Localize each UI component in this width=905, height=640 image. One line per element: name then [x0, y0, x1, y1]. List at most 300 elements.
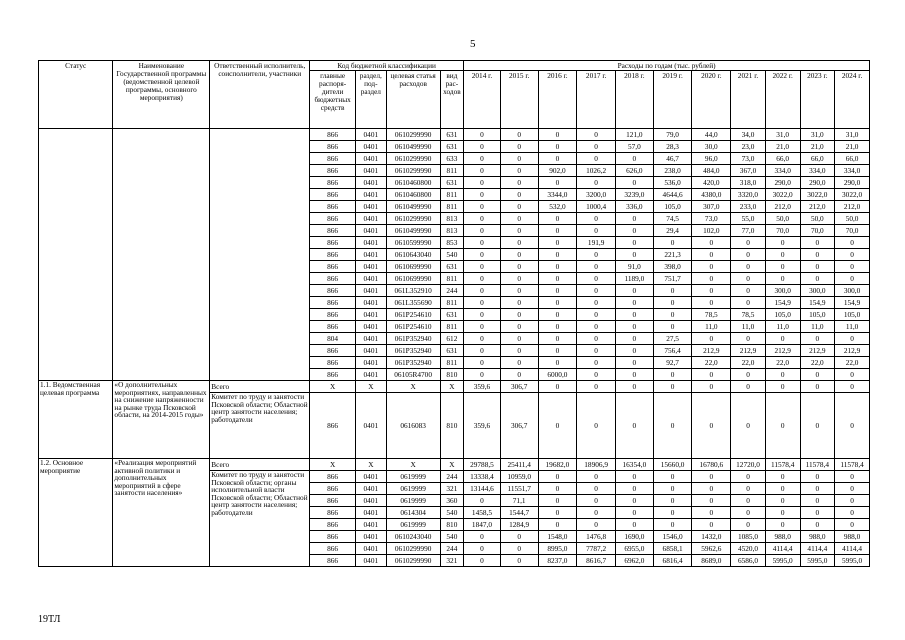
table-cell: 0 — [616, 507, 654, 519]
table-cell: 31,0 — [835, 129, 870, 141]
table-cell: 540 — [440, 507, 463, 519]
table-cell: 0 — [616, 321, 654, 333]
table-cell: 0 — [765, 393, 800, 459]
table-cell: 0 — [731, 237, 766, 249]
table-cell: 0401 — [356, 333, 387, 345]
table-cell: 6962,0 — [616, 555, 654, 567]
table-cell: 0 — [731, 333, 766, 345]
table-cell: 612 — [440, 333, 463, 345]
section-1-2-status: 1.2. Основное мероприятие — [39, 459, 113, 567]
header-code-col: целевая статья расходов — [386, 71, 440, 129]
table-cell: X — [356, 381, 387, 393]
table-cell: 22,0 — [692, 357, 731, 369]
table-cell: 0 — [835, 249, 870, 261]
table-cell: 0 — [765, 483, 800, 495]
table-cell: 334,0 — [765, 165, 800, 177]
table-cell: 811 — [440, 321, 463, 333]
table-cell: 0 — [577, 507, 616, 519]
table-cell: 0 — [835, 261, 870, 273]
table-cell: 66,0 — [835, 153, 870, 165]
table-cell: 21,0 — [765, 141, 800, 153]
table-cell: 0 — [765, 249, 800, 261]
table-cell: 300,0 — [800, 285, 835, 297]
page-number: 5 — [470, 38, 476, 50]
table-cell: X — [440, 459, 463, 471]
table-cell: 0 — [538, 495, 577, 507]
table-cell: 0610643040 — [386, 249, 440, 261]
table-cell: 1546,0 — [653, 531, 692, 543]
table-cell: 0 — [538, 333, 577, 345]
table-cell: 061L355690 — [386, 297, 440, 309]
table-cell: 0401 — [356, 249, 387, 261]
table-cell: 866 — [310, 189, 356, 201]
table-cell: 0 — [765, 495, 800, 507]
table-cell: X — [310, 459, 356, 471]
table-cell: 0 — [464, 177, 501, 189]
table-cell: 0 — [765, 237, 800, 249]
table-cell: 0 — [653, 285, 692, 297]
table-cell: 0 — [800, 495, 835, 507]
table-cell: 1690,0 — [616, 531, 654, 543]
table-cell: 0 — [538, 483, 577, 495]
table-cell: 0 — [538, 249, 577, 261]
table-cell: 0 — [538, 297, 577, 309]
header-code-col: главные распоря-дители бюджетных средств — [310, 71, 356, 129]
table-cell: 11,0 — [800, 321, 835, 333]
table-cell: 244 — [440, 285, 463, 297]
table-cell: 367,0 — [731, 165, 766, 177]
table-cell: 536,0 — [653, 177, 692, 189]
table-cell: 540 — [440, 249, 463, 261]
table-cell: 0 — [577, 357, 616, 369]
table-cell: 866 — [310, 285, 356, 297]
table-cell: 0 — [464, 213, 501, 225]
table-cell: 0 — [653, 507, 692, 519]
table-cell: 11578,4 — [835, 459, 870, 471]
table-cell: 96,0 — [692, 153, 731, 165]
table-cell: 306,7 — [500, 393, 538, 459]
table-cell: 300,0 — [765, 285, 800, 297]
table-cell: 0 — [538, 471, 577, 483]
table-cell: 359,6 — [464, 393, 501, 459]
table-cell: 57,0 — [616, 141, 654, 153]
table-cell: 866 — [310, 249, 356, 261]
table-cell: 0 — [800, 381, 835, 393]
table-cell: 0 — [692, 369, 731, 381]
table-cell: 0 — [765, 273, 800, 285]
table-cell: 212,9 — [765, 345, 800, 357]
table-cell: 0 — [577, 297, 616, 309]
table-cell: 0401 — [356, 285, 387, 297]
table-cell: 631 — [440, 309, 463, 321]
table-cell: 0 — [616, 333, 654, 345]
table-cell: 0401 — [356, 165, 387, 177]
table-cell: 0610299990 — [386, 543, 440, 555]
table-cell: 70,0 — [765, 225, 800, 237]
table-cell: 0 — [731, 381, 766, 393]
table-cell: 0 — [692, 261, 731, 273]
table-cell: 0 — [800, 507, 835, 519]
table-cell: 336,0 — [616, 201, 654, 213]
table-cell: 0 — [800, 393, 835, 459]
table-cell: 0 — [692, 519, 731, 531]
table-cell: 0 — [538, 273, 577, 285]
table-cell: 0 — [653, 471, 692, 483]
table-cell: 1284,9 — [500, 519, 538, 531]
table-cell: 3022,0 — [835, 189, 870, 201]
table-cell: 0610299990 — [386, 555, 440, 567]
header-status: Статус — [39, 61, 113, 129]
table-cell: 626,0 — [616, 165, 654, 177]
table-cell: 0 — [616, 153, 654, 165]
table-cell: 0 — [835, 495, 870, 507]
table-cell: 50,0 — [765, 213, 800, 225]
header-year: 2019 г. — [653, 71, 692, 129]
section-1-1-row — [39, 381, 870, 393]
header-responsible: Ответственный исполнитель, соисполнители, участники — [210, 61, 310, 129]
table-body — [39, 129, 870, 567]
table-cell: 28,3 — [653, 141, 692, 153]
table-cell: 811 — [440, 273, 463, 285]
table-cell: 0 — [464, 369, 501, 381]
table-cell: 0 — [577, 345, 616, 357]
table-cell: 0 — [538, 345, 577, 357]
table-cell: 0 — [464, 495, 501, 507]
table-cell: 92,7 — [653, 357, 692, 369]
table-cell: 307,0 — [692, 201, 731, 213]
table-cell: 50,0 — [800, 213, 835, 225]
table-cell: 0 — [692, 237, 731, 249]
table-header — [39, 61, 870, 129]
table-cell: 1476,8 — [577, 531, 616, 543]
table-cell: 0 — [538, 213, 577, 225]
table-cell: 061L352910 — [386, 285, 440, 297]
table-cell: 0 — [500, 261, 538, 273]
table-cell: 866 — [310, 309, 356, 321]
table-cell: 0 — [692, 507, 731, 519]
table-cell: 19682,0 — [538, 459, 577, 471]
table-cell: 0 — [653, 381, 692, 393]
table-cell: 988,0 — [765, 531, 800, 543]
table-cell: 44,0 — [692, 129, 731, 141]
table-cell: 8995,0 — [538, 543, 577, 555]
table-cell: 756,4 — [653, 345, 692, 357]
table-cell: 244 — [440, 543, 463, 555]
table-cell: 0610460800 — [386, 189, 440, 201]
table-cell: 0 — [577, 249, 616, 261]
table-cell: 212,0 — [765, 201, 800, 213]
table-cell: 22,0 — [800, 357, 835, 369]
table-cell: X — [440, 381, 463, 393]
table-cell: 0 — [500, 201, 538, 213]
table-cell: 46,7 — [653, 153, 692, 165]
table-cell: 154,9 — [835, 297, 870, 309]
table-cell: 0 — [616, 357, 654, 369]
table-cell: 0 — [500, 543, 538, 555]
table-cell: 71,1 — [500, 495, 538, 507]
table-cell: 631 — [440, 141, 463, 153]
table-cell: 866 — [310, 369, 356, 381]
table-cell: 0 — [616, 177, 654, 189]
section-1-1-name: «О дополнительных мероприятиях, направленных на снижение напряженности на рынке труда Псковской области, на 2014-2015 годы» — [113, 381, 210, 459]
table-cell: 866 — [310, 495, 356, 507]
table-cell: 5995,0 — [835, 555, 870, 567]
table-cell: 0 — [616, 309, 654, 321]
table-cell: 398,0 — [653, 261, 692, 273]
table-cell: 318,0 — [731, 177, 766, 189]
table-cell: 0 — [464, 165, 501, 177]
table-cell: 0 — [464, 333, 501, 345]
header-year: 2023 г. — [800, 71, 835, 129]
table-cell: 0401 — [356, 153, 387, 165]
table-cell: 73,0 — [692, 213, 731, 225]
header-year: 2016 г. — [538, 71, 577, 129]
table-cell: 0401 — [356, 225, 387, 237]
table-cell: 7787,2 — [577, 543, 616, 555]
table-cell: 0 — [692, 495, 731, 507]
table-cell: 866 — [310, 555, 356, 567]
table-cell: 0 — [500, 273, 538, 285]
header-year: 2014 г. — [464, 71, 501, 129]
table-cell: 0610243040 — [386, 531, 440, 543]
table-cell: 0 — [835, 507, 870, 519]
header-code-col: вид рас-ходов — [440, 71, 463, 129]
table-cell: 0 — [800, 237, 835, 249]
table-cell: 212,9 — [800, 345, 835, 357]
table-row — [39, 129, 870, 141]
table-cell: 105,0 — [653, 201, 692, 213]
table-cell: 0 — [653, 519, 692, 531]
table-cell: 866 — [310, 165, 356, 177]
table-cell: 0 — [800, 261, 835, 273]
table-cell: 0401 — [356, 357, 387, 369]
table-cell: 866 — [310, 483, 356, 495]
table-cell: 1544,7 — [500, 507, 538, 519]
table-cell: 0610499990 — [386, 225, 440, 237]
table-cell: 810 — [440, 369, 463, 381]
table-cell: 0 — [765, 261, 800, 273]
table-cell: 0 — [800, 273, 835, 285]
merged-empty-cell — [39, 129, 113, 381]
table-cell: 6955,0 — [616, 543, 654, 555]
table-cell: 321 — [440, 483, 463, 495]
table-cell: 866 — [310, 393, 356, 459]
table-cell: 0401 — [356, 507, 387, 519]
table-cell: 0 — [464, 297, 501, 309]
table-cell: 0 — [500, 321, 538, 333]
table-cell: 0 — [835, 381, 870, 393]
table-cell: 0 — [692, 285, 731, 297]
table-cell: 0 — [731, 273, 766, 285]
table-cell: 0 — [538, 519, 577, 531]
table-cell: 0 — [577, 261, 616, 273]
table-cell: 0619999 — [386, 519, 440, 531]
table-cell: 0 — [692, 381, 731, 393]
table-cell: 631 — [440, 261, 463, 273]
table-cell: 061P352940 — [386, 357, 440, 369]
table-cell: 0 — [538, 357, 577, 369]
table-cell: 212,9 — [731, 345, 766, 357]
table-cell: 1085,0 — [731, 531, 766, 543]
header-year: 2018 г. — [616, 71, 654, 129]
table-cell: 0401 — [356, 495, 387, 507]
table-cell: 0 — [464, 189, 501, 201]
table-cell: 0401 — [356, 273, 387, 285]
table-cell: 0614304 — [386, 507, 440, 519]
table-cell: 0 — [765, 381, 800, 393]
table-cell: 1548,0 — [538, 531, 577, 543]
table-cell: 0 — [692, 297, 731, 309]
table-cell: 866 — [310, 273, 356, 285]
table-cell: 0 — [731, 519, 766, 531]
table-cell: 0 — [616, 381, 654, 393]
table-cell: 0 — [765, 507, 800, 519]
table-cell: 0401 — [356, 369, 387, 381]
table-cell: 212,9 — [692, 345, 731, 357]
table-cell: 11578,4 — [765, 459, 800, 471]
table-cell: 0 — [500, 189, 538, 201]
table-cell: 0 — [500, 333, 538, 345]
table-cell: 6858,1 — [653, 543, 692, 555]
table-cell: 11,0 — [835, 321, 870, 333]
table-cell: 0 — [577, 321, 616, 333]
table-cell: 23,0 — [731, 141, 766, 153]
table-cell: 811 — [440, 189, 463, 201]
table-cell: 0 — [577, 381, 616, 393]
table-cell: 221,3 — [653, 249, 692, 261]
table-cell: 78,5 — [692, 309, 731, 321]
table-cell: 631 — [440, 177, 463, 189]
table-cell: 5995,0 — [765, 555, 800, 567]
table-cell: 0401 — [356, 213, 387, 225]
table-cell: 061P352940 — [386, 345, 440, 357]
table-cell: 70,0 — [800, 225, 835, 237]
table-cell: 0 — [800, 471, 835, 483]
table-cell: 16354,0 — [616, 459, 654, 471]
table-cell: 244 — [440, 471, 463, 483]
table-cell: 79,0 — [653, 129, 692, 141]
header-code-col: раздел, под-раздел — [356, 71, 387, 129]
table-cell: 810 — [440, 393, 463, 459]
table-cell: 121,0 — [616, 129, 654, 141]
table-cell: 061P254610 — [386, 321, 440, 333]
table-cell: 29,4 — [653, 225, 692, 237]
table-cell: 3022,0 — [765, 189, 800, 201]
table-cell: 0 — [731, 483, 766, 495]
table-cell: 0 — [616, 237, 654, 249]
table-cell: 0 — [653, 495, 692, 507]
table-cell: 0 — [577, 285, 616, 297]
table-cell: 0401 — [356, 531, 387, 543]
table-cell: 0 — [692, 483, 731, 495]
table-cell: 4644,6 — [653, 189, 692, 201]
table-cell: 0610299990 — [386, 129, 440, 141]
table-cell: 0 — [538, 309, 577, 321]
table-cell: 0610299990 — [386, 153, 440, 165]
table-cell: 866 — [310, 237, 356, 249]
table-cell: 0 — [731, 249, 766, 261]
table-cell: 0 — [500, 531, 538, 543]
budget-table — [38, 60, 870, 567]
table-cell: 866 — [310, 141, 356, 153]
table-cell: 3344,0 — [538, 189, 577, 201]
table-cell: 334,0 — [835, 165, 870, 177]
table-cell: 34,0 — [731, 129, 766, 141]
table-cell: 0401 — [356, 321, 387, 333]
table-cell: 0 — [835, 333, 870, 345]
table-cell: 0 — [538, 237, 577, 249]
table-cell: 0 — [835, 237, 870, 249]
table-cell: 0 — [500, 249, 538, 261]
header-expenses: Расходы по годам (тыс. рублей) — [464, 61, 870, 71]
table-cell: 1432,0 — [692, 531, 731, 543]
table-cell: 300,0 — [835, 285, 870, 297]
table-cell: 11,0 — [731, 321, 766, 333]
table-cell: 0 — [577, 495, 616, 507]
table-cell: 212,0 — [835, 201, 870, 213]
table-cell: 22,0 — [731, 357, 766, 369]
header-year: 2021 г. — [731, 71, 766, 129]
table-cell: 0 — [765, 519, 800, 531]
table-cell: 0 — [835, 471, 870, 483]
table-cell: 0 — [800, 519, 835, 531]
table-cell: 0 — [577, 213, 616, 225]
table-cell: 0 — [765, 333, 800, 345]
table-cell: 66,0 — [800, 153, 835, 165]
table-cell: 811 — [440, 357, 463, 369]
table-cell: 0 — [731, 369, 766, 381]
table-cell: 290,0 — [835, 177, 870, 189]
table-cell: 3200,0 — [577, 189, 616, 201]
section-1-1-responsible: Комитет по труду и занятости Псковской области; Областной центр занятости населения; работодатели — [210, 393, 310, 459]
table-cell: 0401 — [356, 201, 387, 213]
table-cell: 0 — [692, 471, 731, 483]
table-cell: 0 — [692, 273, 731, 285]
table-cell: 0 — [800, 333, 835, 345]
table-cell: 866 — [310, 213, 356, 225]
table-cell: 0 — [538, 225, 577, 237]
table-cell: 0 — [653, 237, 692, 249]
table-cell: 290,0 — [800, 177, 835, 189]
table-cell: 3320,0 — [731, 189, 766, 201]
table-cell: 0 — [577, 225, 616, 237]
table-cell: 191,9 — [577, 237, 616, 249]
table-cell: 0 — [835, 369, 870, 381]
header-year: 2017 г. — [577, 71, 616, 129]
table-cell: 5995,0 — [800, 555, 835, 567]
table-cell: 11,0 — [765, 321, 800, 333]
table-cell: 0 — [616, 471, 654, 483]
table-cell: 0 — [731, 495, 766, 507]
table-cell: 988,0 — [835, 531, 870, 543]
table-cell: 359,6 — [464, 381, 501, 393]
table-cell: 0 — [538, 177, 577, 189]
table-cell: 0 — [538, 153, 577, 165]
table-cell: 0401 — [356, 483, 387, 495]
table-cell: 0 — [577, 153, 616, 165]
table-cell: 0 — [464, 543, 501, 555]
table-cell: 1847,0 — [464, 519, 501, 531]
table-cell: 0 — [464, 225, 501, 237]
table-cell: 0401 — [356, 543, 387, 555]
table-cell: 0401 — [356, 471, 387, 483]
table-cell: 420,0 — [692, 177, 731, 189]
table-cell: 0 — [500, 357, 538, 369]
table-cell: 0 — [464, 345, 501, 357]
table-cell: 0 — [464, 357, 501, 369]
table-cell: 0401 — [356, 393, 387, 459]
table-cell: 0619999 — [386, 495, 440, 507]
